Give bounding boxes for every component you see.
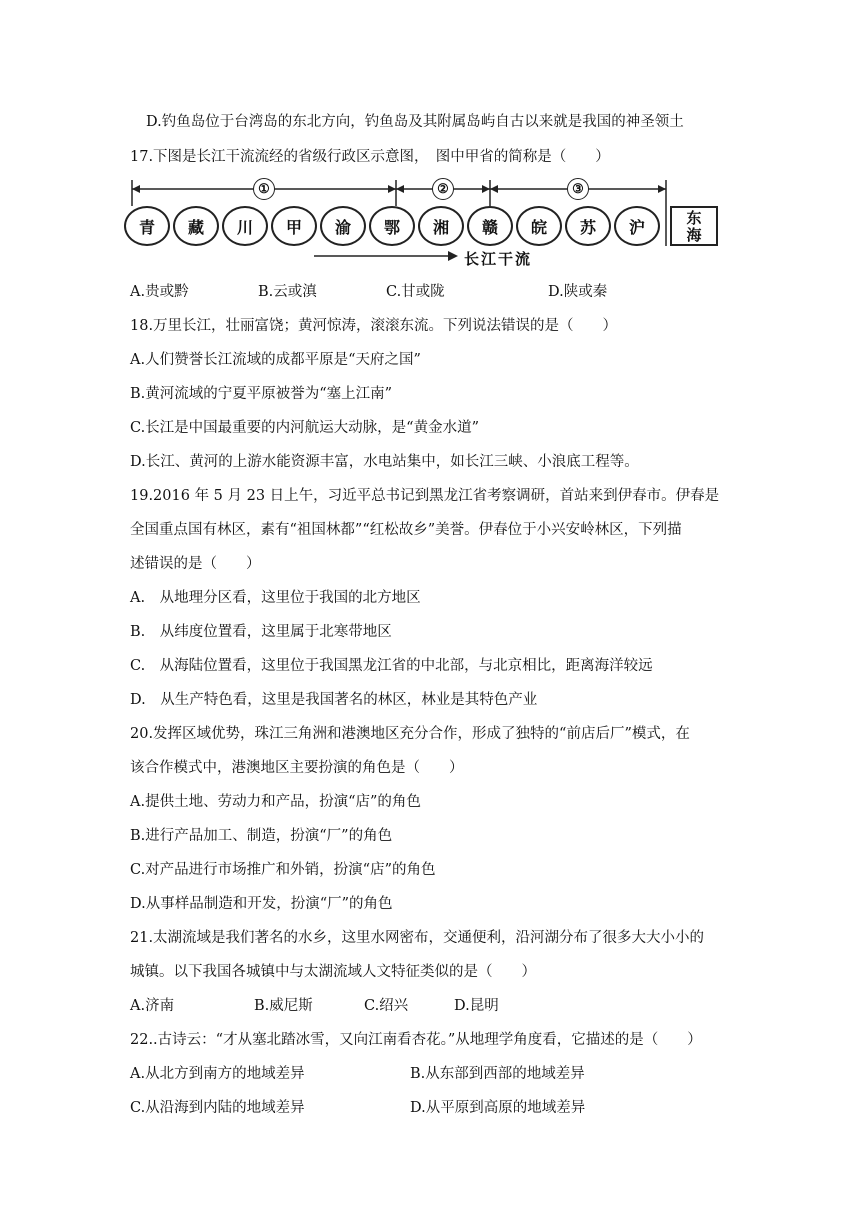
q22-option-b: B.从东部到西部的地域差异 xyxy=(410,1066,585,1082)
province-qing: 青 xyxy=(124,206,170,246)
q19-option-a: A. 从地理分区看，这里位于我国的北方地区 xyxy=(130,590,421,606)
q21-option-d: D.昆明 xyxy=(454,998,499,1014)
q22-option-a: A.从北方到南方的地域差异 xyxy=(130,1066,305,1082)
q17-stem: 17.下图是长江干流流经的省级行政区示意图， 图中甲省的简称是（ ） xyxy=(130,149,610,165)
province-yu: 渝 xyxy=(320,206,366,246)
q18-option-c: C.长江是中国最重要的内河航运大动脉，是“黄金水道” xyxy=(130,420,480,436)
q18-stem: 18.万里长江，壮丽富饶；黄河惊涛，滚滚东流。下列说法错误的是（ ） xyxy=(130,318,618,334)
segment-1-label: ① xyxy=(253,178,275,200)
province-chuan: 川 xyxy=(222,206,268,246)
q17-option-a: A.贵或黔 xyxy=(130,284,189,300)
province-zang: 藏 xyxy=(173,206,219,246)
segment-2-label: ② xyxy=(432,178,454,200)
province-su: 苏 xyxy=(565,206,611,246)
q20-option-b: B.进行产品加工、制造，扮演“厂”的角色 xyxy=(130,828,393,844)
q19-option-b: B. 从纬度位置看，这里属于北寒带地区 xyxy=(130,624,392,640)
q17-option-c: C.甘或陇 xyxy=(386,284,445,300)
q21-stem-line2: 城镇。以下我国各城镇中与太湖流域人文特征类似的是（ ） xyxy=(130,964,536,980)
q21-option-c: C.绍兴 xyxy=(364,998,409,1014)
q20-stem-line2: 该合作模式中，港澳地区主要扮演的角色是（ ） xyxy=(130,760,464,776)
q19-stem-line2: 全国重点国有林区，素有“祖国林都”“红松故乡”美誉。伊春位于小兴安岭林区，下列描 xyxy=(130,522,682,538)
segment-3-label: ③ xyxy=(567,178,589,200)
q17-option-b: B.云或滇 xyxy=(258,284,317,300)
river-label: 长江干流 xyxy=(464,250,533,268)
yangtze-provinces-diagram xyxy=(124,176,724,270)
q21-option-b: B.威尼斯 xyxy=(254,998,313,1014)
q17-option-d: D.陕或秦 xyxy=(548,284,608,300)
q18-option-d: D.长江、黄河的上游水能资源丰富，水电站集中，如长江三峡、小浪底工程等。 xyxy=(130,454,639,470)
province-jia: 甲 xyxy=(271,206,317,246)
q21-option-a: A.济南 xyxy=(130,998,175,1014)
q16-option-d: D.钓鱼岛位于台湾岛的东北方向，钓鱼岛及其附属岛屿自古以来就是我国的神圣领土 xyxy=(146,114,684,130)
q18-option-a: A.人们赞誉长江流域的成都平原是“天府之国” xyxy=(130,352,421,368)
q19-stem-line1: 19.2016 年 5 月 23 日上午，习近平总书记到黑龙江省考察调研，首站来到伊春市。伊春是 xyxy=(130,488,720,504)
q20-option-c: C.对产品进行市场推广和外销，扮演“店”的角色 xyxy=(130,862,436,878)
q22-option-d: D.从平原到高原的地域差异 xyxy=(410,1100,586,1116)
province-e: 鄂 xyxy=(369,206,415,246)
q19-stem-line3: 述错误的是（ ） xyxy=(130,556,261,572)
province-gan: 赣 xyxy=(467,206,513,246)
q20-option-a: A.提供土地、劳动力和产品，扮演“店”的角色 xyxy=(130,794,421,810)
q21-stem-line1: 21.太湖流域是我们著名的水乡，这里水网密布，交通便利，沿河湖分布了很多大大小小的 xyxy=(130,930,705,946)
province-xiang: 湘 xyxy=(418,206,464,246)
q19-option-d: D. 从生产特色看，这里是我国著名的林区，林业是其特色产业 xyxy=(130,692,538,708)
q20-stem-line1: 20.发挥区域优势，珠江三角洲和港澳地区充分合作，形成了独特的“前店后厂”模式，在 xyxy=(130,726,690,742)
east-sea-box: 东 海 xyxy=(670,206,718,246)
q19-option-c: C. 从海陆位置看，这里位于我国黑龙江省的中北部，与北京相比，距离海洋较远 xyxy=(130,658,653,674)
q22-stem: 22..古诗云：“才从塞北踏冰雪，又向江南看杏花。”从地理学角度看，它描述的是（ ） xyxy=(130,1032,702,1048)
q18-option-b: B.黄河流域的宁夏平原被誉为“塞上江南” xyxy=(130,386,393,402)
province-hu: 沪 xyxy=(614,206,660,246)
q22-option-c: C.从沿海到内陆的地域差异 xyxy=(130,1100,305,1116)
q20-option-d: D.从事样品制造和开发，扮演“厂”的角色 xyxy=(130,896,393,912)
province-wan: 皖 xyxy=(516,206,562,246)
